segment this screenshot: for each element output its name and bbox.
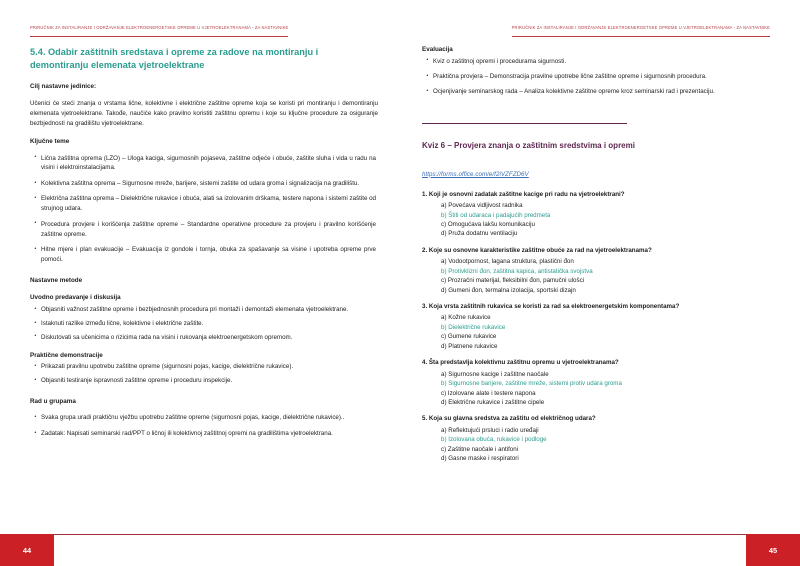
footer-rule-left <box>54 534 400 535</box>
list-item: • Kolektivna zaštitna oprema – Sigurnosne mreže, barijere, sistemi zaštite od udara groma i signalizacija na gradilištu. <box>41 179 378 189</box>
quiz-question <box>422 303 770 351</box>
practical-demos-heading: Praktične demonstracije <box>30 351 103 359</box>
group-work-heading: Rad u grupama <box>30 397 76 405</box>
question-body: Koja vrsta zaštitnih rukavica se koristi za rad sa elektroenergetskim komponentama? <box>428 303 680 310</box>
question-text <box>422 247 770 256</box>
right-page <box>400 0 800 566</box>
answer-option-correct[interactable]: b) Sigurnosne barijere, zaštitne mreže, sistemi protiv udara groma <box>441 380 622 388</box>
footer-right <box>400 532 800 566</box>
answer-option[interactable]: c) Omogućava lakšu komunikaciju <box>441 220 535 228</box>
quiz-question <box>422 359 770 407</box>
quiz-question <box>422 191 770 239</box>
answer-option[interactable]: d) Gasne maske i respiratori <box>441 455 519 463</box>
answer-option[interactable]: c) Prozračni materijal, fleksibilni đon, pamučni ulošci <box>441 277 585 285</box>
answer-option[interactable]: d) Pruža dodatnu ventilaciju <box>441 230 518 238</box>
evaluation-list <box>422 57 770 98</box>
answer-option[interactable]: d) Platnene rukavice <box>441 342 498 350</box>
left-column-content <box>30 46 378 439</box>
answer-option[interactable]: a) Kožne rukavice <box>441 314 491 322</box>
page-title: 5.4. Odabir zaštitnih sredstava i opreme za radove na montiranju i demontiranju elemenata vjetroelektrane <box>30 47 319 70</box>
footer-rule-right <box>400 534 746 535</box>
right-column-content <box>422 46 770 464</box>
question-number: 5. <box>422 415 428 423</box>
list-item: • Električna zaštitna oprema – Dielektrične rukavice i obuća, alati sa izolovanim drškama, testere napona i sistemi zaštite od strujnog udara. <box>41 194 378 214</box>
running-header-text: PRIRUČNIK ZA INSTALIRANJE I ODRŽAVANJE ELEKTROENERGETSKE OPREME U VJETROELEKTRANAMA - ZA NASTAVNIKE <box>30 25 289 30</box>
answer-option-correct[interactable]: b) Protivklizni đon, zaštitna kapica, antistatička svojstva <box>441 267 593 275</box>
quiz-question <box>422 415 770 463</box>
question-body: Šta predstavlja kolektivnu zaštitnu opremu u vjetroelektranama? <box>428 359 619 367</box>
answer-option-correct[interactable]: b) Dielektrične rukavice <box>441 323 506 331</box>
list-item: • Objasniti važnost zaštitne opreme i bezbjednosnih procedura pri montaži i demontaži elemenata vjetroelektrane. <box>41 305 378 315</box>
answer-option[interactable]: c) Izolovane alate i testere napona <box>441 389 536 397</box>
list-item: • Zadatak: Napisati seminarski rad/PPT o ličnoj ili kolektivnoj zaštitnoj opremi na gradilištima vjetroelektrana. <box>41 429 378 439</box>
page-number-right: 45 <box>746 534 800 566</box>
question-text <box>422 359 770 368</box>
answer-option[interactable]: a) Povećava vidljivost radnika <box>441 202 523 210</box>
question-text <box>422 191 770 200</box>
question-body: Koji je osnovni zadatak zaštitne kacige pri radu na vjetroelektrani? <box>428 190 625 198</box>
evaluation-heading: Evaluacija <box>422 46 453 53</box>
intro-lecture-list <box>30 305 378 343</box>
list-item: • Praktična provjera – Demonstracija pravilne upotrebe lične zaštitne opreme i sigurnosnih procedura. <box>433 72 770 82</box>
methods-heading: Nastavne metode <box>30 276 83 284</box>
list-item: • Kviz o zaštitnoj opremi i procedurama sigurnosti. <box>433 57 770 67</box>
question-body: Koja su glavna sredstva za zaštitu od električnog udara? <box>428 415 596 423</box>
answer-option-correct[interactable]: b) Izolovana obuća, rukavice i podloge <box>441 436 547 444</box>
question-number: 4. <box>422 359 428 367</box>
list-item: • Diskutovati sa učenicima o rizicima rada na visini i rukovanja elektroenergetskom opremom. <box>41 333 378 343</box>
page-number-left: 44 <box>0 534 54 566</box>
goal-paragraph: Učenici će steći znanja o vrstama lične, kolektivne i električne zaštitne opreme koja se koristi pri montiranju i demontiranju elemenata vjetroelektrane. Takođe, naučiće kako pravilno koristiti zaštitnu opremu i koje su ključne procedure za osiguranje bezbjednosti na gradilištu vjetroelektrane. <box>30 99 378 127</box>
quiz-question <box>422 247 770 295</box>
answer-option[interactable]: d) Električne rukavice i zaštitne cipele <box>441 398 545 406</box>
question-number: 2. <box>422 246 428 254</box>
answer-option[interactable]: a) Vodootpornost, lagana struktura, plastični đon <box>441 258 574 266</box>
answer-list <box>422 370 770 408</box>
key-topics-heading: Ključne teme <box>30 138 70 146</box>
list-item: • Svaka grupa uradi praktičnu vježbu upotrebu zaštitne opreme (sigurnosni pojas, kacige, dielektrične rukavice).. <box>41 413 378 423</box>
question-text <box>422 303 770 312</box>
list-item: • Lična zaštitna oprema (LZO) – Uloga kaciga, sigurnosnih pojaseva, zaštitne odjeće i obuće, zaštite sluha i vida u radu na visini i elektroinstalacijama. <box>41 154 378 174</box>
answer-list <box>422 201 770 239</box>
running-header-rule-right <box>512 16 770 37</box>
answer-option[interactable]: a) Sigurnosne kacige i zaštitne naočale <box>441 370 549 378</box>
quiz-link[interactable]: https://forms.office.com/e/f2iVZFZD6V <box>422 170 529 178</box>
section-divider <box>422 123 627 124</box>
running-header-text: PRIRUČNIK ZA INSTALIRANJE I ODRŽAVANJE ELEKTROENERGETSKE OPREME U VJETROELEKTRANAMA - ZA NASTAVNIKE <box>511 25 770 30</box>
practical-demos-list <box>30 362 378 386</box>
question-number: 1. <box>422 190 428 198</box>
goal-heading: Cilj nastavne jedinice: <box>30 83 97 91</box>
list-item: • Procedura provjere i korišćenja zaštitne opreme – Standardne operativne procedure za provjeru i pravilno korišćenje zaštitne opreme. <box>41 220 378 240</box>
list-item: • Objasniti testiranje ispravnosti zaštitne opreme i proceduru inspekcije. <box>41 376 378 386</box>
intro-lecture-heading: Uvodno predavanje i diskusija <box>30 294 121 302</box>
running-header-rule-left <box>30 16 288 37</box>
group-work-list <box>30 413 378 438</box>
answer-option[interactable]: c) Gumene rukavice <box>441 333 497 341</box>
answer-list <box>422 257 770 295</box>
footer-left <box>0 532 400 566</box>
answer-list <box>422 313 770 351</box>
answer-option[interactable]: d) Gumeni đon, termalna izolacija, sportski dizajn <box>441 286 576 294</box>
answer-list <box>422 426 770 464</box>
list-item: • Ocjenjivanje seminarskog rada – Analiza kolektivne zaštitne opreme kroz seminarski rad i prezentaciju. <box>433 87 770 97</box>
running-header-left <box>30 16 378 30</box>
question-number: 3. <box>422 303 428 310</box>
question-text <box>422 415 770 424</box>
quiz-title: Kviz 6 – Provjera znanja o zaštitnim sredstvima i opremi <box>422 141 635 151</box>
list-item: • Hitne mjere i plan evakuacije – Evakuacija iz gondole i tornja, obuka za spašavanje sa visine i upotreba opreme prve pomoći. <box>41 245 378 265</box>
running-header-right <box>422 16 770 30</box>
answer-option-correct[interactable]: b) Štiti od udaraca i padajućih predmeta <box>441 211 551 219</box>
list-item: • Prikazati pravilnu upotrebu zaštitne opreme (sigurnosni pojas, kacige, dielektrične rukavice). <box>41 362 378 372</box>
answer-option[interactable]: a) Reflektujući prsluci i radio uređaji <box>441 426 539 434</box>
key-topics-list <box>30 154 378 265</box>
list-item: • Istaknuti razlike između lične, kolektivne i električne zaštite. <box>41 319 378 329</box>
question-body: Koje su osnovne karakteristike zaštitne obuće za rad na vjetroelektranama? <box>428 246 652 254</box>
answer-option[interactable]: c) Zaštitne naočale i antifoni <box>441 445 519 453</box>
